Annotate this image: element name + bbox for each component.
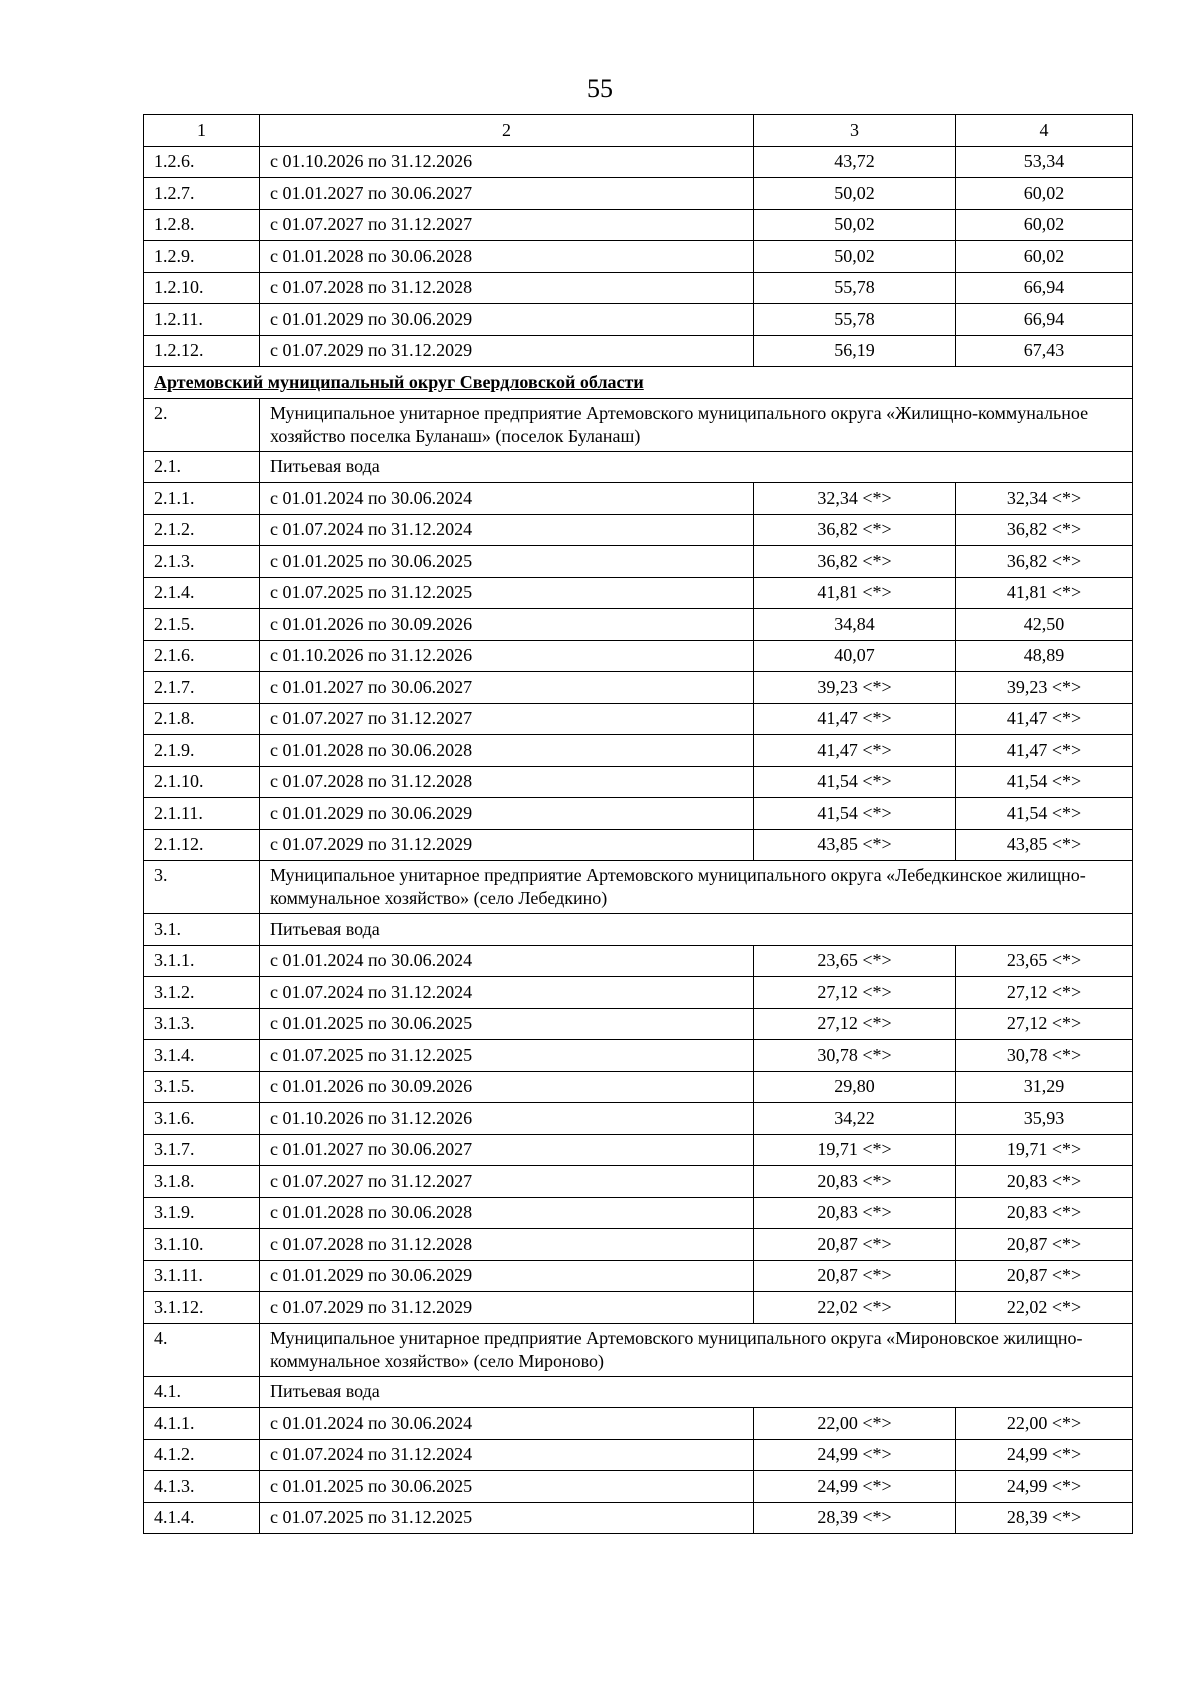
page-number: 55 [587,74,613,103]
row-number: 1.2.12. [144,335,260,367]
row-value-col3: 19,71 <*> [754,1134,956,1166]
row-value-col4: 35,93 [956,1103,1133,1135]
table-row [144,703,1133,735]
row-period: с 01.07.2025 по 31.12.2025 [260,577,754,609]
row-value-col4: 20,83 <*> [956,1197,1133,1229]
row-number: 1.2.10. [144,272,260,304]
row-number: 2.1.4. [144,577,260,609]
row-value-col4: 53,34 [956,146,1133,178]
row-number: 4.1.3. [144,1471,260,1503]
row-value-col4: 41,54 <*> [956,766,1133,798]
category-row-number: 4.1. [144,1376,260,1408]
row-period: с 01.10.2026 по 31.12.2026 [260,146,754,178]
row-value-col3: 50,02 [754,241,956,273]
row-number: 2.1.1. [144,483,260,515]
row-number: 3.1.6. [144,1103,260,1135]
row-value-col4: 28,39 <*> [956,1502,1133,1534]
header-cell: 4 [956,115,1133,147]
row-period: с 01.07.2029 по 31.12.2029 [260,1292,754,1324]
row-number: 3.1.5. [144,1071,260,1103]
row-number: 2.1.2. [144,514,260,546]
table-row [144,977,1133,1009]
row-period: с 01.10.2026 по 31.12.2026 [260,640,754,672]
row-value-col4: 66,94 [956,272,1133,304]
table-row [144,672,1133,704]
row-value-col3: 34,84 [754,609,956,641]
row-number: 1.2.9. [144,241,260,273]
district-title: Артемовский муниципальный округ Свердловской области [144,367,1133,399]
row-value-col4: 66,94 [956,304,1133,336]
row-period: с 01.07.2029 по 31.12.2029 [260,829,754,861]
table-row [144,178,1133,210]
row-value-col3: 28,39 <*> [754,1502,956,1534]
table-row [144,1166,1133,1198]
row-value-col4: 43,85 <*> [956,829,1133,861]
table-row [144,241,1133,273]
table-row [144,1408,1133,1440]
table-row [144,735,1133,767]
row-value-col4: 36,82 <*> [956,546,1133,578]
row-value-col3: 29,80 [754,1071,956,1103]
row-period: с 01.07.2024 по 31.12.2024 [260,514,754,546]
row-value-col3: 41,54 <*> [754,798,956,830]
row-period: с 01.07.2028 по 31.12.2028 [260,272,754,304]
row-period: с 01.10.2026 по 31.12.2026 [260,1103,754,1135]
table-row [144,146,1133,178]
table-row [144,1502,1133,1534]
row-number: 3.1.10. [144,1229,260,1261]
header-cell: 1 [144,115,260,147]
row-number: 2.1.7. [144,672,260,704]
row-value-col3: 41,54 <*> [754,766,956,798]
row-value-col3: 55,78 [754,272,956,304]
row-value-col3: 36,82 <*> [754,546,956,578]
row-number: 3.1.7. [144,1134,260,1166]
row-period: с 01.07.2029 по 31.12.2029 [260,335,754,367]
category-row-text: Питьевая вода [260,914,1133,946]
row-value-col3: 36,82 <*> [754,514,956,546]
row-period: с 01.01.2027 по 30.06.2027 [260,672,754,704]
tariff-table [143,114,1133,1534]
row-value-col4: 22,02 <*> [956,1292,1133,1324]
row-number: 2.1.12. [144,829,260,861]
row-period: с 01.07.2027 по 31.12.2027 [260,209,754,241]
row-value-col4: 20,87 <*> [956,1229,1133,1261]
row-value-col4: 60,02 [956,209,1133,241]
row-period: с 01.01.2027 по 30.06.2027 [260,1134,754,1166]
row-number: 2.1.11. [144,798,260,830]
row-value-col3: 43,72 [754,146,956,178]
row-number: 2.1.6. [144,640,260,672]
organization-row-number: 2. [144,398,260,451]
row-period: с 01.01.2025 по 30.06.2025 [260,1471,754,1503]
table-row [144,546,1133,578]
table-row [144,829,1133,861]
category-row [144,451,1133,483]
row-value-col4: 41,81 <*> [956,577,1133,609]
row-period: с 01.01.2025 по 30.06.2025 [260,1008,754,1040]
row-period: с 01.07.2028 по 31.12.2028 [260,766,754,798]
table-row [144,1008,1133,1040]
row-value-col3: 43,85 <*> [754,829,956,861]
row-value-col3: 32,34 <*> [754,483,956,515]
row-period: с 01.01.2029 по 30.06.2029 [260,798,754,830]
row-number: 3.1.3. [144,1008,260,1040]
category-row [144,1376,1133,1408]
header-cell: 3 [754,115,956,147]
row-number: 2.1.8. [144,703,260,735]
row-value-col4: 30,78 <*> [956,1040,1133,1072]
row-value-col4: 24,99 <*> [956,1439,1133,1471]
table-row [144,335,1133,367]
row-value-col4: 23,65 <*> [956,945,1133,977]
row-value-col3: 24,99 <*> [754,1471,956,1503]
organization-row [144,861,1133,914]
category-row-text: Питьевая вода [260,451,1133,483]
row-value-col3: 22,00 <*> [754,1408,956,1440]
row-value-col4: 60,02 [956,178,1133,210]
row-value-col3: 22,02 <*> [754,1292,956,1324]
table-row [144,272,1133,304]
row-value-col4: 27,12 <*> [956,977,1133,1009]
table-row [144,483,1133,515]
row-value-col4: 41,47 <*> [956,735,1133,767]
table-row [144,1040,1133,1072]
category-row [144,914,1133,946]
header-cell: 2 [260,115,754,147]
row-period: с 01.07.2025 по 31.12.2025 [260,1040,754,1072]
organization-row [144,398,1133,451]
row-period: с 01.07.2024 по 31.12.2024 [260,977,754,1009]
organization-row [144,1323,1133,1376]
table-row [144,1229,1133,1261]
row-number: 3.1.2. [144,977,260,1009]
row-value-col3: 41,81 <*> [754,577,956,609]
row-value-col3: 34,22 [754,1103,956,1135]
table-row [144,1071,1133,1103]
row-value-col3: 50,02 [754,178,956,210]
row-period: с 01.07.2024 по 31.12.2024 [260,1439,754,1471]
row-number: 4.1.1. [144,1408,260,1440]
row-value-col4: 20,83 <*> [956,1166,1133,1198]
row-value-col4: 36,82 <*> [956,514,1133,546]
row-period: с 01.07.2027 по 31.12.2027 [260,703,754,735]
organization-row-text: Муниципальное унитарное предприятие Артемовского муниципального округа «Жилищно-коммунальное хозяйство поселка Буланаш» (поселок Буланаш) [260,398,1133,451]
row-number: 3.1.12. [144,1292,260,1324]
district-row [144,367,1133,399]
row-value-col3: 23,65 <*> [754,945,956,977]
table-row [144,798,1133,830]
row-value-col3: 39,23 <*> [754,672,956,704]
table-header-row [144,115,1133,147]
row-number: 2.1.5. [144,609,260,641]
row-number: 1.2.6. [144,146,260,178]
row-value-col4: 20,87 <*> [956,1260,1133,1292]
row-number: 1.2.11. [144,304,260,336]
row-period: с 01.01.2028 по 30.06.2028 [260,241,754,273]
table-row [144,640,1133,672]
table-row [144,209,1133,241]
row-value-col3: 56,19 [754,335,956,367]
table-row [144,304,1133,336]
row-value-col3: 24,99 <*> [754,1439,956,1471]
row-period: с 01.01.2029 по 30.06.2029 [260,304,754,336]
table-row [144,1292,1133,1324]
row-value-col3: 55,78 [754,304,956,336]
tariff-table-body [144,115,1133,1534]
row-number: 3.1.8. [144,1166,260,1198]
category-row-number: 2.1. [144,451,260,483]
row-value-col3: 20,87 <*> [754,1229,956,1261]
table-row [144,577,1133,609]
organization-row-text: Муниципальное унитарное предприятие Артемовского муниципального округа «Лебедкинское жилищно-коммунальное хозяйство» (село Лебедкино) [260,861,1133,914]
table-row [144,1103,1133,1135]
row-number: 3.1.11. [144,1260,260,1292]
row-period: с 01.07.2025 по 31.12.2025 [260,1502,754,1534]
row-period: с 01.01.2024 по 30.06.2024 [260,483,754,515]
row-value-col3: 27,12 <*> [754,977,956,1009]
row-value-col4: 42,50 [956,609,1133,641]
organization-row-number: 3. [144,861,260,914]
table-row [144,1439,1133,1471]
row-value-col4: 31,29 [956,1071,1133,1103]
row-value-col3: 27,12 <*> [754,1008,956,1040]
table-row [144,945,1133,977]
category-row-number: 3.1. [144,914,260,946]
row-number: 4.1.4. [144,1502,260,1534]
row-period: с 01.01.2027 по 30.06.2027 [260,178,754,210]
row-number: 3.1.1. [144,945,260,977]
row-period: с 01.01.2024 по 30.06.2024 [260,945,754,977]
table-row [144,1134,1133,1166]
row-value-col3: 41,47 <*> [754,735,956,767]
row-value-col4: 22,00 <*> [956,1408,1133,1440]
row-value-col4: 39,23 <*> [956,672,1133,704]
row-value-col3: 30,78 <*> [754,1040,956,1072]
row-value-col4: 41,47 <*> [956,703,1133,735]
row-period: с 01.07.2028 по 31.12.2028 [260,1229,754,1261]
row-number: 1.2.8. [144,209,260,241]
row-period: с 01.01.2026 по 30.09.2026 [260,609,754,641]
row-value-col3: 40,07 [754,640,956,672]
row-value-col4: 24,99 <*> [956,1471,1133,1503]
row-number: 4.1.2. [144,1439,260,1471]
row-value-col3: 20,87 <*> [754,1260,956,1292]
row-period: с 01.07.2027 по 31.12.2027 [260,1166,754,1198]
row-value-col3: 20,83 <*> [754,1197,956,1229]
table-row [144,1260,1133,1292]
row-number: 2.1.10. [144,766,260,798]
table-row [144,609,1133,641]
table-row [144,1471,1133,1503]
row-period: с 01.01.2025 по 30.06.2025 [260,546,754,578]
row-number: 3.1.4. [144,1040,260,1072]
row-period: с 01.01.2028 по 30.06.2028 [260,1197,754,1229]
row-value-col4: 48,89 [956,640,1133,672]
row-value-col4: 41,54 <*> [956,798,1133,830]
table-row [144,1197,1133,1229]
row-period: с 01.01.2024 по 30.06.2024 [260,1408,754,1440]
table-row [144,766,1133,798]
row-value-col4: 60,02 [956,241,1133,273]
row-period: с 01.01.2029 по 30.06.2029 [260,1260,754,1292]
row-period: с 01.01.2026 по 30.09.2026 [260,1071,754,1103]
row-value-col3: 20,83 <*> [754,1166,956,1198]
row-number: 2.1.9. [144,735,260,767]
row-value-col3: 41,47 <*> [754,703,956,735]
row-value-col4: 67,43 [956,335,1133,367]
row-value-col4: 27,12 <*> [956,1008,1133,1040]
table-row [144,514,1133,546]
category-row-text: Питьевая вода [260,1376,1133,1408]
row-number: 3.1.9. [144,1197,260,1229]
organization-row-text: Муниципальное унитарное предприятие Артемовского муниципального округа «Мироновское жилищно-коммунальное хозяйство» (село Мироново) [260,1323,1133,1376]
organization-row-number: 4. [144,1323,260,1376]
row-value-col3: 50,02 [754,209,956,241]
row-value-col4: 32,34 <*> [956,483,1133,515]
row-number: 1.2.7. [144,178,260,210]
row-value-col4: 19,71 <*> [956,1134,1133,1166]
row-number: 2.1.3. [144,546,260,578]
row-period: с 01.01.2028 по 30.06.2028 [260,735,754,767]
